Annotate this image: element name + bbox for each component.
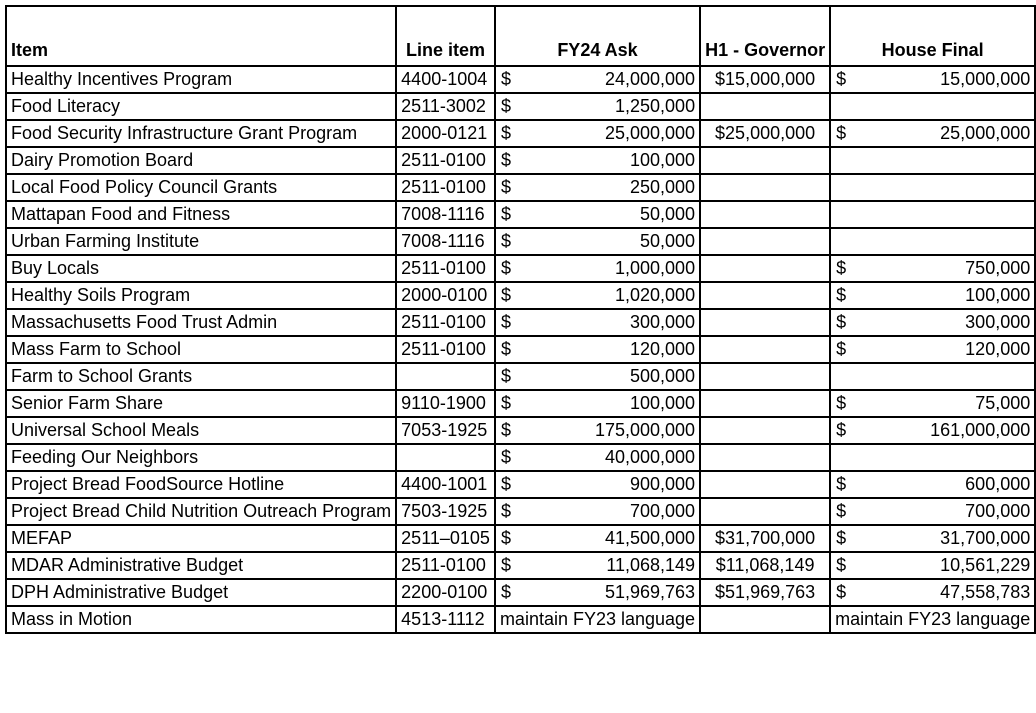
amount: 120,000 [965, 339, 1031, 359]
house-final-cell [830, 552, 1035, 579]
house-final-cell [830, 525, 1035, 552]
h1-governor-value [705, 580, 825, 605]
fy24-ask-cell [495, 525, 700, 552]
fy24-ask-value [500, 445, 695, 470]
fy24-ask-value [500, 256, 695, 281]
fy24-ask-cell [495, 417, 700, 444]
line-item-cell: 2511-0100 [396, 552, 495, 579]
amount: 25,000,000 [604, 123, 696, 143]
fy24-ask-value [500, 364, 695, 389]
item-cell: Universal School Meals [6, 417, 396, 444]
fy24-ask-note-cell: maintain FY23 language [495, 606, 700, 633]
h1-governor-cell [700, 444, 830, 471]
amount: 175,000,000 [594, 420, 696, 440]
currency-symbol: $ [500, 420, 511, 440]
h1-governor-cell [700, 201, 830, 228]
h1-governor-cell [700, 309, 830, 336]
house-final-cell [830, 498, 1035, 525]
table-row [6, 255, 1035, 282]
house-final-cell [830, 228, 1035, 255]
currency-symbol: $ [836, 339, 847, 359]
item-cell: Project Bread FoodSource Hotline [6, 471, 396, 498]
fy24-ask-value [500, 175, 695, 200]
line-item-cell: 2200-0100 [396, 579, 495, 606]
house-final-cell [830, 471, 1035, 498]
amount: 50,000 [640, 231, 696, 251]
house-final-cell [830, 309, 1035, 336]
house-final-cell [830, 147, 1035, 174]
h1-governor-value [705, 121, 825, 146]
line-item-cell: 2511-0100 [396, 336, 495, 363]
house-final-cell [830, 66, 1035, 93]
h1-governor-cell [700, 525, 830, 552]
amount: $51,969,763 [715, 582, 816, 602]
currency-symbol: $ [500, 312, 511, 332]
fy24-ask-cell [495, 228, 700, 255]
fy24-ask-cell [495, 120, 700, 147]
fy24-ask-cell [495, 201, 700, 228]
h1-governor-cell [700, 66, 830, 93]
currency-symbol: $ [500, 555, 511, 575]
table-row [6, 282, 1035, 309]
amount: 120,000 [630, 339, 696, 359]
h1-governor-cell [700, 228, 830, 255]
fy24-ask-cell [495, 255, 700, 282]
currency-symbol: $ [836, 555, 847, 575]
fy24-ask-cell [495, 498, 700, 525]
amount: 500,000 [630, 366, 696, 386]
currency-symbol: $ [500, 231, 511, 251]
amount: 1,020,000 [615, 285, 696, 305]
currency-symbol: $ [836, 528, 847, 548]
item-cell: Healthy Incentives Program [6, 66, 396, 93]
line-item-cell: 2511-0100 [396, 147, 495, 174]
house-final-cell [830, 282, 1035, 309]
table-row [6, 390, 1035, 417]
fy24-ask-value [500, 229, 695, 254]
h1-governor-cell [700, 255, 830, 282]
table-row [6, 552, 1035, 579]
table-row [6, 444, 1035, 471]
line-item-cell: 9110-1900 [396, 390, 495, 417]
line-item-cell: 7008-1116 [396, 228, 495, 255]
line-item-cell: 2511-0100 [396, 309, 495, 336]
house-final-cell [830, 255, 1035, 282]
h1-governor-value [705, 553, 825, 578]
amount: 50,000 [640, 204, 696, 224]
amount: 25,000,000 [940, 123, 1031, 143]
item-cell: Senior Farm Share [6, 390, 396, 417]
h1-governor-value [705, 526, 825, 551]
item-cell: Dairy Promotion Board [6, 147, 396, 174]
currency-symbol: $ [836, 285, 847, 305]
house-final-value [835, 256, 1030, 281]
amount: 11,068,149 [606, 555, 696, 575]
house-final-value [835, 337, 1030, 362]
amount: 900,000 [630, 474, 696, 494]
table-row [6, 93, 1035, 120]
line-item-cell: 7503-1925 [396, 498, 495, 525]
house-final-cell [830, 336, 1035, 363]
table-row [6, 363, 1035, 390]
amount: 300,000 [965, 312, 1031, 332]
currency-symbol: $ [500, 501, 511, 521]
item-cell: Mass Farm to School [6, 336, 396, 363]
fy24-ask-cell [495, 147, 700, 174]
item-cell: Food Security Infrastructure Grant Program [6, 120, 396, 147]
currency-symbol: $ [836, 582, 847, 602]
fy24-ask-value [500, 580, 695, 605]
currency-symbol: $ [500, 150, 511, 170]
line-item-cell: 2511-0100 [396, 174, 495, 201]
line-item-cell: 2511–0105 [396, 525, 495, 552]
amount: 15,000,000 [940, 69, 1031, 89]
house-final-value [835, 310, 1030, 335]
currency-symbol: $ [500, 339, 511, 359]
header-house-final: House Final [830, 6, 1035, 66]
header-item: Item [6, 6, 396, 66]
line-item-cell [396, 444, 495, 471]
amount: 100,000 [630, 393, 696, 413]
item-cell: Mass in Motion [6, 606, 396, 633]
fy24-ask-cell [495, 309, 700, 336]
table-row [6, 309, 1035, 336]
house-final-value [835, 553, 1030, 578]
fy24-ask-value [500, 337, 695, 362]
fy24-ask-cell [495, 363, 700, 390]
line-item-cell: 2000-0100 [396, 282, 495, 309]
house-final-cell [830, 93, 1035, 120]
line-item-cell: 7008-1116 [396, 201, 495, 228]
currency-symbol: $ [836, 474, 847, 494]
house-final-value [835, 580, 1030, 605]
table-row [6, 201, 1035, 228]
line-item-cell: 2511-3002 [396, 93, 495, 120]
amount: $15,000,000 [715, 69, 816, 89]
currency-symbol: $ [500, 393, 511, 413]
fy24-ask-value [500, 283, 695, 308]
currency-symbol: $ [836, 258, 847, 278]
item-cell: Project Bread Child Nutrition Outreach Program [6, 498, 396, 525]
currency-symbol: $ [500, 177, 511, 197]
house-final-value [835, 391, 1030, 416]
h1-governor-cell [700, 498, 830, 525]
house-final-cell [830, 120, 1035, 147]
h1-governor-cell [700, 552, 830, 579]
h1-governor-cell [700, 606, 830, 633]
currency-symbol: $ [836, 69, 847, 89]
item-cell: Healthy Soils Program [6, 282, 396, 309]
budget-table [5, 5, 1036, 634]
h1-governor-cell [700, 579, 830, 606]
h1-governor-cell [700, 336, 830, 363]
table-row [6, 471, 1035, 498]
currency-symbol: $ [836, 312, 847, 332]
fy24-ask-cell [495, 552, 700, 579]
amount: 161,000,000 [930, 420, 1031, 440]
amount: $25,000,000 [715, 123, 816, 143]
house-final-cell [830, 417, 1035, 444]
header-fy24-ask: FY24 Ask [495, 6, 700, 66]
fy24-ask-value [500, 472, 695, 497]
fy24-ask-cell [495, 444, 700, 471]
fy24-ask-cell [495, 336, 700, 363]
house-final-value [835, 526, 1030, 551]
currency-symbol: $ [500, 447, 511, 467]
table-row [6, 579, 1035, 606]
fy24-ask-value [500, 67, 695, 92]
fy24-ask-cell [495, 471, 700, 498]
fy24-ask-value [500, 499, 695, 524]
house-final-cell [830, 174, 1035, 201]
fy24-ask-cell [495, 390, 700, 417]
house-final-cell [830, 579, 1035, 606]
amount: 700,000 [630, 501, 696, 521]
item-cell: Buy Locals [6, 255, 396, 282]
currency-symbol: $ [500, 258, 511, 278]
item-cell: MDAR Administrative Budget [6, 552, 396, 579]
h1-governor-cell [700, 120, 830, 147]
amount: $11,068,149 [715, 555, 815, 575]
h1-governor-cell [700, 147, 830, 174]
fy24-ask-cell [495, 282, 700, 309]
currency-symbol: $ [836, 393, 847, 413]
line-item-cell: 2511-0100 [396, 255, 495, 282]
table-body [6, 66, 1035, 633]
fy24-ask-value [500, 553, 695, 578]
amount: 600,000 [965, 474, 1031, 494]
currency-symbol: $ [500, 582, 511, 602]
house-final-value [835, 418, 1030, 443]
item-cell: Massachusetts Food Trust Admin [6, 309, 396, 336]
amount: 300,000 [630, 312, 696, 332]
table-row [6, 336, 1035, 363]
house-final-value [835, 472, 1030, 497]
currency-symbol: $ [836, 501, 847, 521]
fy24-ask-value [500, 121, 695, 146]
table-row [6, 66, 1035, 93]
table-row [6, 417, 1035, 444]
currency-symbol: $ [500, 123, 511, 143]
currency-symbol: $ [500, 69, 511, 89]
house-final-value [835, 121, 1030, 146]
fy24-ask-cell [495, 93, 700, 120]
amount: 1,000,000 [615, 258, 696, 278]
amount: 100,000 [965, 285, 1031, 305]
line-item-cell [396, 363, 495, 390]
amount: $31,700,000 [715, 528, 816, 548]
amount: 40,000,000 [604, 447, 696, 467]
fy24-ask-value [500, 148, 695, 173]
header-row [6, 6, 1035, 66]
item-cell: Food Literacy [6, 93, 396, 120]
table-row [6, 498, 1035, 525]
fy24-ask-cell [495, 579, 700, 606]
fy24-ask-cell [495, 174, 700, 201]
amount: 10,561,229 [940, 555, 1031, 575]
amount: 700,000 [965, 501, 1031, 521]
amount: 41,500,000 [604, 528, 696, 548]
line-item-cell: 7053-1925 [396, 417, 495, 444]
h1-governor-cell [700, 417, 830, 444]
h1-governor-cell [700, 282, 830, 309]
item-cell: Feeding Our Neighbors [6, 444, 396, 471]
fy24-ask-value [500, 94, 695, 119]
fy24-ask-value [500, 418, 695, 443]
h1-governor-cell [700, 363, 830, 390]
currency-symbol: $ [500, 96, 511, 116]
amount: 75,000 [975, 393, 1031, 413]
amount: 1,250,000 [615, 96, 696, 116]
house-final-cell [830, 444, 1035, 471]
house-final-value [835, 499, 1030, 524]
h1-governor-value [705, 67, 825, 92]
item-cell: Urban Farming Institute [6, 228, 396, 255]
item-cell: Mattapan Food and Fitness [6, 201, 396, 228]
fy24-ask-value [500, 526, 695, 551]
h1-governor-cell [700, 390, 830, 417]
currency-symbol: $ [500, 474, 511, 494]
house-final-value [835, 67, 1030, 92]
line-item-cell: 4400-1001 [396, 471, 495, 498]
fy24-ask-cell [495, 66, 700, 93]
house-final-value [835, 283, 1030, 308]
amount: 250,000 [630, 177, 696, 197]
table-row [6, 120, 1035, 147]
currency-symbol: $ [500, 528, 511, 548]
currency-symbol: $ [500, 366, 511, 386]
table-row [6, 174, 1035, 201]
house-final-cell [830, 363, 1035, 390]
table-row [6, 525, 1035, 552]
house-final-cell [830, 390, 1035, 417]
fy24-ask-value [500, 202, 695, 227]
h1-governor-cell [700, 93, 830, 120]
amount: 750,000 [965, 258, 1031, 278]
amount: 24,000,000 [604, 69, 696, 89]
amount: 100,000 [630, 150, 696, 170]
amount: 47,558,783 [940, 582, 1031, 602]
h1-governor-cell [700, 471, 830, 498]
item-cell: Local Food Policy Council Grants [6, 174, 396, 201]
item-cell: MEFAP [6, 525, 396, 552]
table-row-mass-in-motion [6, 606, 1035, 633]
fy24-ask-value [500, 310, 695, 335]
line-item-cell: 2000-0121 [396, 120, 495, 147]
line-item-cell: 4400-1004 [396, 66, 495, 93]
house-final-note-cell: maintain FY23 language [830, 606, 1035, 633]
header-h1-governor: H1 - Governor [700, 6, 830, 66]
table-row [6, 228, 1035, 255]
header-line-item: Line item [396, 6, 495, 66]
currency-symbol: $ [836, 123, 847, 143]
item-cell: DPH Administrative Budget [6, 579, 396, 606]
currency-symbol: $ [500, 204, 511, 224]
item-cell: Farm to School Grants [6, 363, 396, 390]
amount: 31,700,000 [940, 528, 1031, 548]
h1-governor-cell [700, 174, 830, 201]
currency-symbol: $ [500, 285, 511, 305]
house-final-cell [830, 201, 1035, 228]
table-row [6, 147, 1035, 174]
fy24-ask-value [500, 391, 695, 416]
amount: 51,969,763 [604, 582, 696, 602]
currency-symbol: $ [836, 420, 847, 440]
line-item-cell: 4513-1112 [396, 606, 495, 633]
